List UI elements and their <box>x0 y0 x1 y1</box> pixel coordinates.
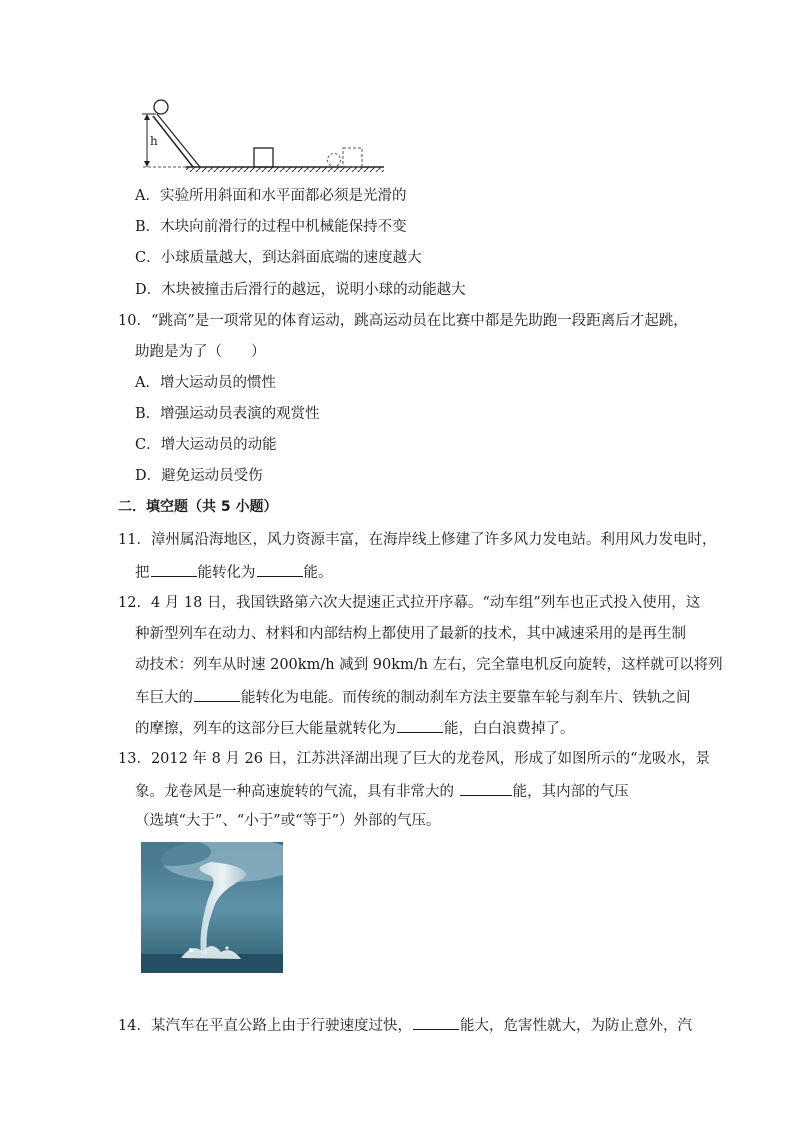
q12-text-a: 车巨大的 <box>135 690 193 706</box>
q14-line-1 <box>118 1014 692 1036</box>
q10-line-2: 助跑是为了（ ） <box>135 344 266 360</box>
q10-option-b: B．增强运动员表演的观赏性 <box>135 406 320 422</box>
q14-text-b: 能大，危害性就大，为防止意外，汽 <box>459 1018 692 1034</box>
q13-text-a: 象。龙卷风是一种高速旋转的气流，具有非常大的 <box>135 784 459 800</box>
q12-text-c: 的摩擦，列车的这部分巨大能量就转化为 <box>135 721 396 737</box>
q12-line-1: 12．4 月 18 日，我国铁路第六次大提速正式拉开序幕。“动车组”列车也正式投入使用，这 <box>118 595 701 611</box>
q10-line-1: 10．“跳高”是一项常见的体育运动，跳高运动员在比赛中都是先助跑一段距离后才起跳， <box>118 313 688 329</box>
wooden-block <box>254 148 273 167</box>
q9-option-a: A．实验所用斜面和水平面都必须是光滑的 <box>135 188 407 204</box>
q12-line-4 <box>135 686 691 708</box>
q12-line-2: 种新型列车在动力、材料和内部结构上都使用了最新的技术，其中减速采用的是再生制 <box>135 626 686 642</box>
q13-text-b: 能，其内部的气压 <box>512 784 629 800</box>
q10-option-a: A．增大运动员的惯性 <box>135 375 276 391</box>
q10-option-d: D．避免运动员受伤 <box>135 468 263 484</box>
q14-blank-1 <box>413 1014 459 1030</box>
q12-blank-2 <box>397 717 443 733</box>
q11-line-2 <box>135 561 333 583</box>
incline-experiment-figure <box>138 98 388 174</box>
q12-line-3: 动技术：列车从时速 200km/h 减到 90km/h 左右，完全靠电机反向旋转，这样就可以将列 <box>135 657 723 673</box>
q12-text-d: 能，白白浪费掉了。 <box>444 721 575 737</box>
q13-line-1: 13．2012 年 8 月 26 日，江苏洪泽湖出现了巨大的龙卷风，形成了如图所示的“龙吸水，景 <box>118 751 710 767</box>
height-label: h <box>150 134 158 148</box>
q10-option-c: C．增大运动员的动能 <box>135 437 277 453</box>
q11-blank-1 <box>151 561 197 577</box>
q11-text-c: 能。 <box>303 565 333 581</box>
q13-line-2 <box>135 780 629 802</box>
tornado-photo <box>141 842 283 973</box>
ball-dashed <box>328 154 341 167</box>
q11-text-a: 把 <box>135 565 150 581</box>
q14-text-a: 14．某汽车在平直公路上由于行驶速度过快， <box>118 1018 412 1034</box>
ball-top <box>154 100 168 114</box>
q9-option-d: D．木块被撞击后滑行的越远，说明小球的动能越大 <box>135 282 466 298</box>
q11-line-1: 11．漳州属沿海地区，风力资源丰富，在海岸线上修建了许多风力发电站。利用风力发电时， <box>118 532 717 548</box>
q12-blank-1 <box>194 686 240 702</box>
q13-blank-1 <box>460 780 512 796</box>
block-dashed <box>343 148 362 167</box>
q11-blank-2 <box>257 561 303 577</box>
q9-option-b: B．木块向前滑行的过程中机械能保持不变 <box>135 219 407 235</box>
q11-text-b: 能转化为 <box>197 565 256 581</box>
q13-line-3: （选填“大于”、“小于”或“等于”）外部的气压。 <box>135 813 441 829</box>
incline-slope <box>153 114 200 167</box>
section-title: 二．填空题（共 5 小题） <box>118 499 278 515</box>
ground <box>186 167 384 172</box>
q12-text-b: 能转化为电能。而传统的制动刹车方法主要靠车轮与刹车片、铁轨之间 <box>241 690 691 706</box>
q12-line-5 <box>135 717 575 739</box>
q9-option-c: C．小球质量越大，到达斜面底端的速度越大 <box>135 250 422 266</box>
